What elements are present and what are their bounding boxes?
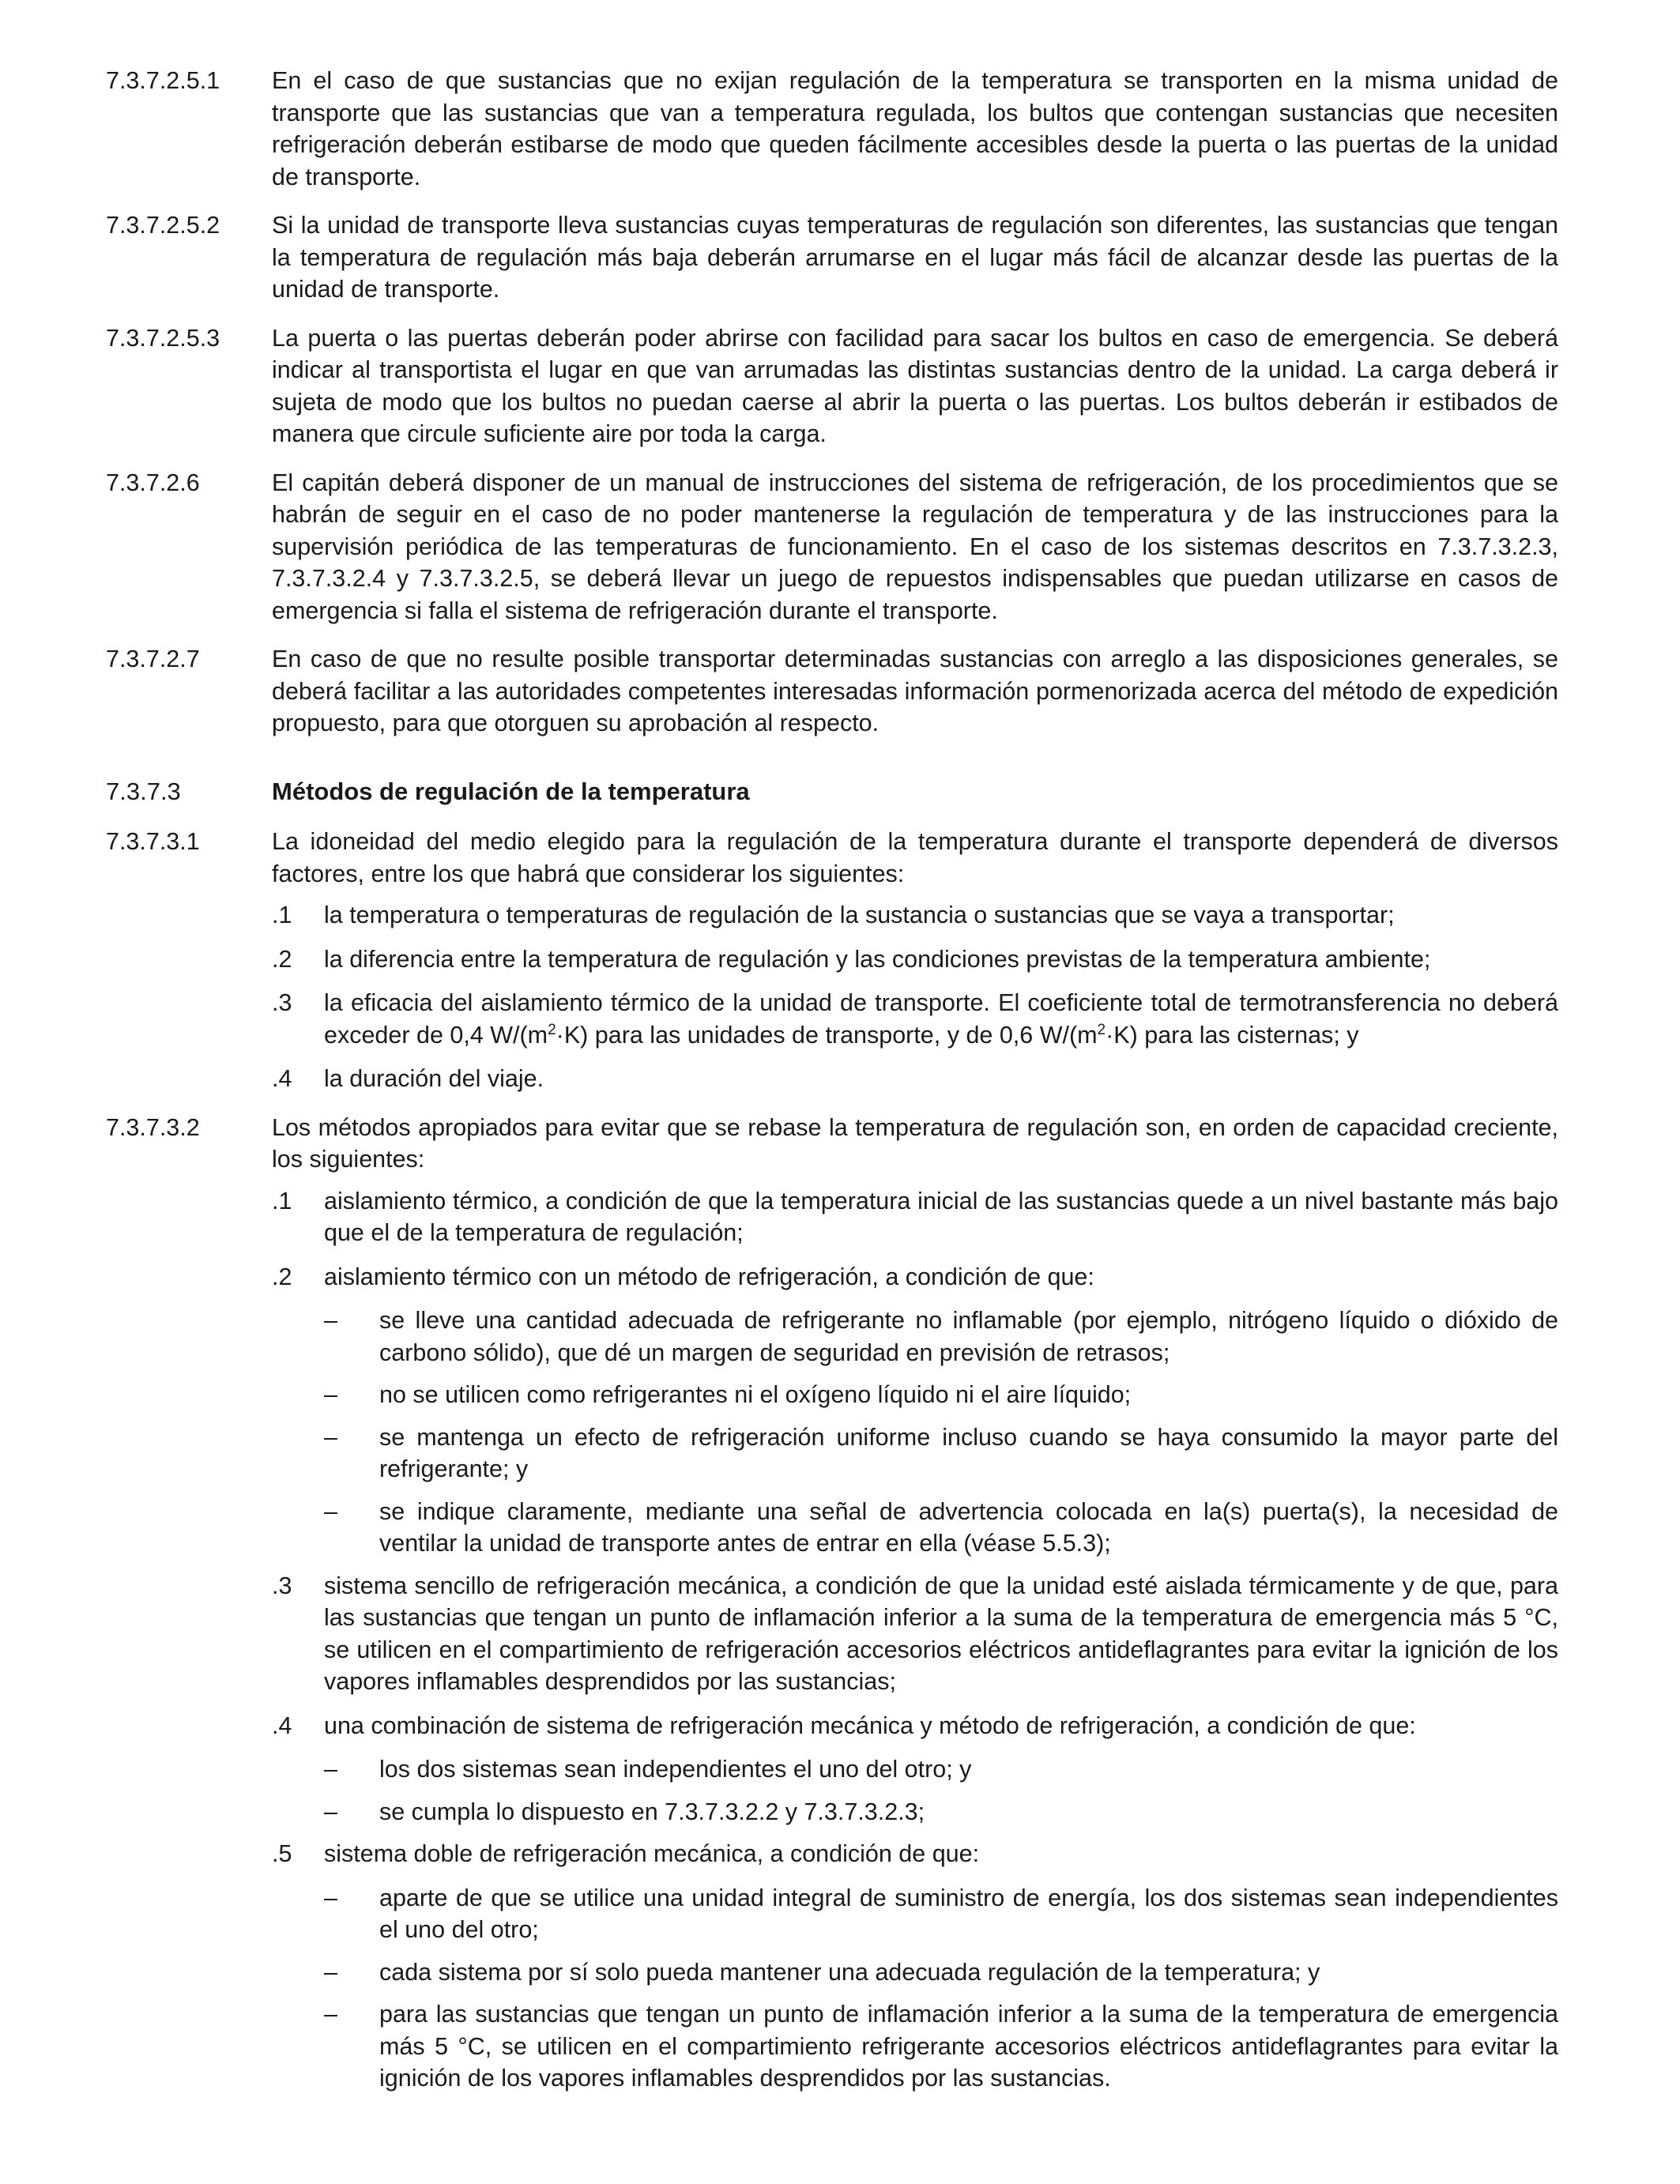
dash-item — [106, 1379, 1558, 1411]
paragraph-number: 7.3.7.2.7 — [106, 646, 200, 672]
paragraph-number: 7.3.7.3.1 — [106, 828, 200, 855]
item-text: sistema doble de refrigeración mecánica, a condición de que: — [324, 1840, 980, 1867]
paragraph-number: 7.3.7.2.6 — [106, 469, 200, 496]
dash-item — [106, 1882, 1558, 1946]
superscript: 2 — [548, 1021, 556, 1038]
item-number: .3 — [272, 1572, 292, 1599]
item-text: aislamiento térmico con un método de refrigeración, a condición de que: — [324, 1263, 1094, 1290]
paragraph-7-3-7-2-5-1 — [106, 65, 1558, 193]
dash-item — [106, 1796, 1558, 1828]
dash-mark: – — [324, 1798, 337, 1825]
dash-text: cada sistema por sí solo pueda mantener una adecuada regulación de la temperatura; y — [379, 1958, 1320, 1986]
dash-mark: – — [324, 1884, 337, 1911]
item-text-part: la eficacia del aislamiento térmico de la unidad de transporte. El coeficiente total de termotransferencia no deberá exceder de 0,4 W/(m — [324, 989, 1558, 1049]
list-item — [106, 1063, 1558, 1095]
document-page — [106, 65, 1558, 2105]
item-text: sistema sencillo de refrigeración mecánica, a condición de que la unidad esté aislada térmicamente y de que, para las sustancias que tengan un punto de inflamación inferior a la suma de la temperatura de emergencia más 5 °C, se utilicen en el compartimiento de refrigeración accesorios eléctricos antideflagrantes para evitar la ignición de los vapores inflamables desprendidos por las sustancias; — [324, 1572, 1558, 1695]
item-number: .4 — [272, 1065, 292, 1092]
dash-mark: – — [324, 1497, 337, 1525]
dash-mark: – — [324, 1307, 337, 1334]
paragraph-text: En caso de que no resulte posible transportar determinadas sustancias con arreglo a las disposiciones generales, se deberá facilitar a las autoridades competentes interesadas información pormenorizada acerca del método de expedición propuesto, para que otorguen su aprobación al respecto. — [272, 646, 1558, 736]
item-number: .1 — [272, 1187, 292, 1214]
paragraph-text: El capitán deberá disponer de un manual de instrucciones del sistema de refrigeración, de los procedimientos que se habrán de seguir en el caso de no poder mantenerse la regulación de temperatura y de las instrucciones para la supervisión periódica de las temperaturas de funcionamiento. En el caso de los sistemas descritos en 7.3.7.3.2.3, 7.3.7.3.2.4 y 7.3.7.3.2.5, se deberá llevar un juego de repuestos indispensables que puedan utilizarse en casos de emergencia si falla el sistema de refrigeración durante el transporte. — [272, 469, 1558, 624]
dash-mark: – — [324, 1958, 337, 1986]
list-item — [106, 1838, 1558, 1870]
paragraph-7-3-7-2-5-2 — [106, 209, 1558, 306]
dash-item — [106, 1753, 1558, 1786]
list-item — [106, 1710, 1558, 1742]
dash-text: se indique claramente, mediante una señal de advertencia colocada en la(s) puerta(s), la necesidad de ventilar la unidad de transporte antes de entrar en ella (véase 5.5.3); — [379, 1497, 1558, 1557]
list-item — [106, 1261, 1558, 1293]
paragraph-number: 7.3.7.3.2 — [106, 1113, 200, 1141]
item-number: .2 — [272, 945, 292, 973]
paragraph-7-3-7-2-6 — [106, 467, 1558, 627]
dash-mark: – — [324, 1381, 337, 1408]
paragraph-text: La idoneidad del medio elegido para la regulación de la temperatura durante el transporte dependerá de diversos factores, entre los que habrá que considerar los siguientes: — [272, 828, 1558, 887]
dash-mark: – — [324, 1756, 337, 1783]
dash-mark: – — [324, 1423, 337, 1451]
section-heading-7-3-7-3 — [106, 776, 1558, 808]
list-item — [106, 943, 1558, 976]
item-number: .2 — [272, 1263, 292, 1290]
item-number: .3 — [272, 989, 292, 1016]
list-item — [106, 987, 1558, 1051]
paragraph-text: Los métodos apropiados para evitar que se rebase la temperatura de regulación son, en orden de capacidad creciente, los siguientes: — [272, 1113, 1558, 1173]
paragraph-number: 7.3.7.2.5.2 — [106, 212, 220, 239]
item-number: .4 — [272, 1711, 292, 1739]
item-text: la duración del viaje. — [324, 1065, 544, 1092]
paragraph-7-3-7-2-5-3 — [106, 322, 1558, 450]
item-text-part: ·K) para las unidades de transporte, y de 0,6 W/(m — [556, 1021, 1098, 1049]
heading-title: Métodos de regulación de la temperatura — [272, 777, 750, 805]
paragraph-7-3-7-3-1 — [106, 826, 1558, 890]
paragraph-text: La puerta o las puertas deberán poder abrirse con facilidad para sacar los bultos en caso de emergencia. Se deberá indicar al transportista el lugar en que van arrumadas las distintas sustancias dentro de la unidad. La carga deberá ir sujeta de modo que los bultos no puedan caerse al abrir la puerta o las puertas. Los bultos deberán ir estibados de manera que circule suficiente aire por toda la carga. — [272, 324, 1558, 447]
item-text: una combinación de sistema de refrigeración mecánica y método de refrigeración, a condición de que: — [324, 1711, 1416, 1739]
dash-mark: – — [324, 2001, 337, 2028]
dash-text: no se utilicen como refrigerantes ni el oxígeno líquido ni el aire líquido; — [379, 1381, 1132, 1408]
superscript: 2 — [1097, 1021, 1106, 1038]
paragraph-7-3-7-3-2 — [106, 1112, 1558, 1176]
item-number: .1 — [272, 902, 292, 928]
list-item — [106, 899, 1558, 932]
item-text: aislamiento térmico, a condición de que la temperatura inicial de las sustancias quede a un nivel bastante más bajo que el de la temperatura de regulación; — [324, 1187, 1558, 1246]
paragraph-text: Si la unidad de transporte lleva sustancias cuyas temperaturas de regulación son diferentes, las sustancias que tengan la temperatura de regulación más baja deberán arrumarse en el lugar más fácil de alcanzar desde las puertas de la unidad de transporte. — [272, 212, 1558, 303]
dash-item — [106, 1421, 1558, 1485]
paragraph-7-3-7-2-7 — [106, 643, 1558, 740]
item-number: .5 — [272, 1840, 292, 1867]
item-text: la temperatura o temperaturas de regulación de la sustancia o sustancias que se vaya a transportar; — [324, 902, 1395, 928]
dash-text: se mantenga un efecto de refrigeración uniforme incluso cuando se haya consumido la mayor parte del refrigerante; y — [379, 1423, 1558, 1482]
dash-item — [106, 1998, 1558, 2095]
dash-text: aparte de que se utilice una unidad integral de suministro de energía, los dos sistemas sean independientes el uno del otro; — [379, 1884, 1558, 1943]
dash-text: se cumpla lo dispuesto en 7.3.7.3.2.2 y 7.3.7.3.2.3; — [379, 1798, 925, 1825]
list-item — [106, 1185, 1558, 1249]
dash-text: se lleve una cantidad adecuada de refrigerante no inflamable (por ejemplo, nitrógeno líquido o dióxido de carbono sólido), que dé un margen de seguridad en previsión de retrasos; — [379, 1307, 1558, 1366]
dash-text: para las sustancias que tengan un punto de inflamación inferior a la suma de la temperatura de emergencia más 5 °C, se utilicen en el compartimiento refrigerante accesorios eléctricos antideflagrantes para evitar la ignición de los vapores inflamables desprendidos por las sustancias. — [379, 2001, 1558, 2092]
list-item — [106, 1570, 1558, 1698]
dash-item — [106, 1496, 1558, 1560]
dash-item — [106, 1305, 1558, 1369]
heading-number: 7.3.7.3 — [106, 777, 181, 805]
item-text: la diferencia entre la temperatura de regulación y las condiciones previstas de la temperatura ambiente; — [324, 945, 1431, 973]
dash-item — [106, 1956, 1558, 1989]
paragraph-text: En el caso de que sustancias que no exijan regulación de la temperatura se transporten en la misma unidad de transporte que las sustancias que van a temperatura regulada, los bultos que contengan sustancias que necesiten refrigeración deberán estibarse de modo que queden fácilmente accesibles desde la puerta o las puertas de la unidad de transporte. — [272, 67, 1558, 190]
paragraph-number: 7.3.7.2.5.1 — [106, 67, 220, 94]
paragraph-number: 7.3.7.2.5.3 — [106, 324, 220, 352]
dash-text: los dos sistemas sean independientes el uno del otro; y — [379, 1756, 972, 1783]
item-text-part: ·K) para las cisternas; y — [1106, 1021, 1359, 1049]
